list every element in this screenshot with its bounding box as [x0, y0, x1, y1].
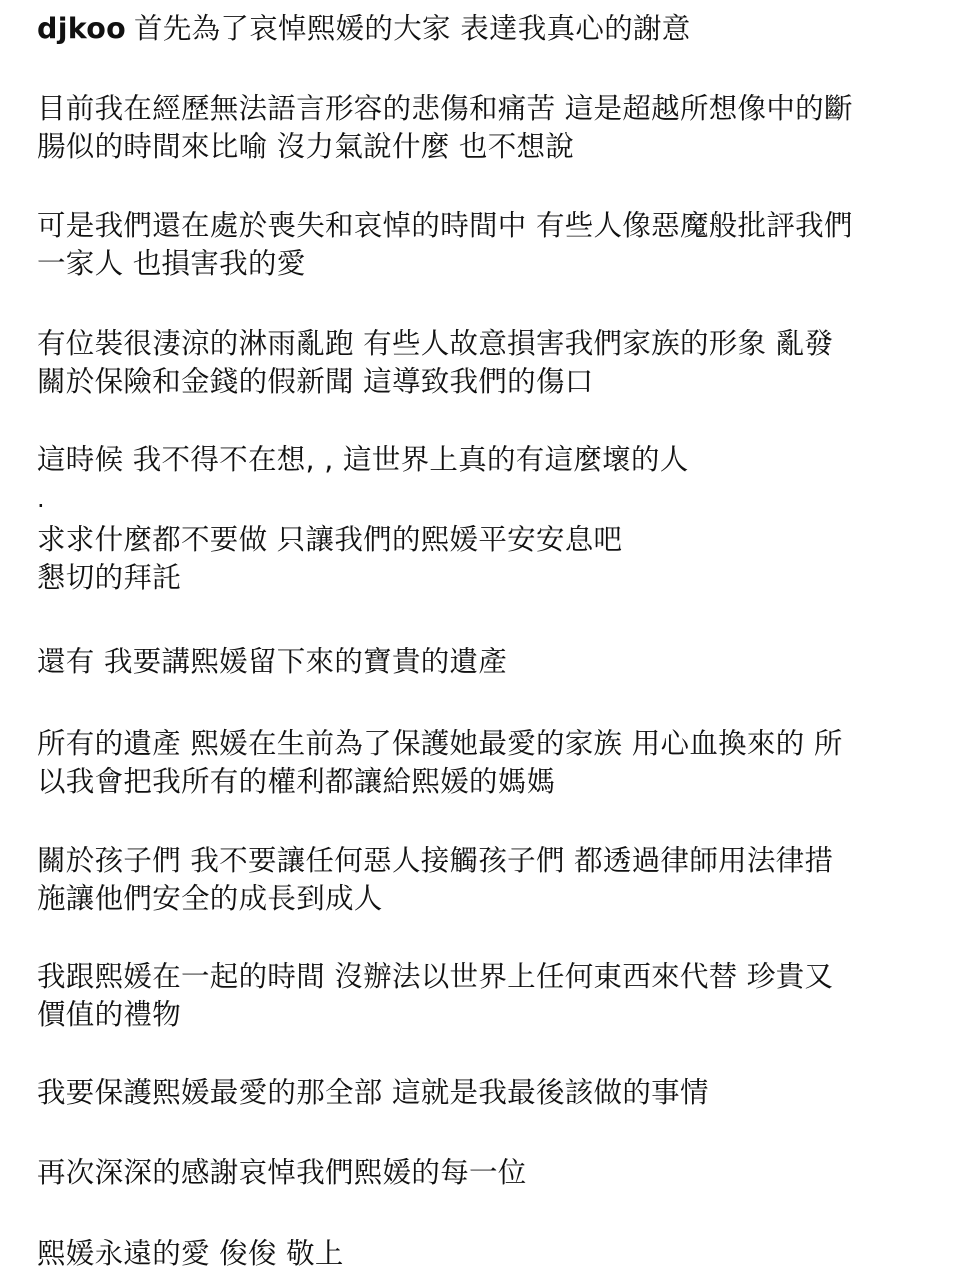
signature-line: 熙媛永遠的愛 俊俊 敬上: [37, 1237, 344, 1270]
paragraph-line: 關於保險和金錢的假新聞 這導致我們的傷口: [37, 365, 594, 398]
paragraph-2: [37, 207, 853, 283]
caption-text: 首先為了哀悼熙媛的大家 表達我真心的謝意: [134, 12, 691, 45]
paragraph-line: 我要保護熙媛最愛的那全部 這就是我最後該做的事情: [37, 1076, 709, 1109]
paragraph-8: [37, 842, 833, 918]
paragraph-signature: [37, 1235, 344, 1273]
paragraph-3: [37, 325, 833, 401]
paragraph-line: 這時候 我不得不在想, , 這世界上真的有這麼壞的人: [37, 443, 689, 476]
separator-dot: .: [37, 485, 45, 513]
username-link[interactable]: djkoo: [37, 12, 127, 45]
paragraph-10: [37, 1074, 709, 1112]
paragraph-line: 一家人 也損害我的愛: [37, 247, 306, 280]
paragraph-line: 我跟熙媛在一起的時間 沒辦法以世界上任何東西來代替 珍貴又: [37, 960, 834, 993]
paragraph-6: [37, 643, 507, 681]
paragraph-line: 懇切的拜託: [37, 561, 182, 594]
paragraph-line: 關於孩子們 我不要讓任何惡人接觸孩子們 都透過律師用法律措: [37, 844, 834, 877]
caption-first-line: [37, 10, 691, 48]
paragraph-line: 腸似的時間來比喻 沒力氣說什麼 也不想說: [37, 130, 575, 163]
paragraph-9: [37, 958, 833, 1034]
paragraph-line: 有位裝很淒涼的淋雨亂跑 有些人故意損害我們家族的形象 亂發: [37, 327, 834, 360]
paragraph-line: 還有 我要講熙媛留下來的寶貴的遺產: [37, 645, 508, 678]
paragraph-line: 可是我們還在處於喪失和哀悼的時間中 有些人像惡魔般批評我們: [37, 209, 853, 242]
paragraph-1: [37, 90, 853, 166]
paragraph-11: [37, 1154, 527, 1192]
paragraph-line: 求求什麼都不要做 只讓我們的熙媛平安安息吧: [37, 523, 623, 556]
paragraph-line: 所有的遺產 熙媛在生前為了保護她最愛的家族 用心血換來的 所: [37, 727, 843, 760]
paragraph-line: 再次深深的感謝哀悼我們熙媛的每一位: [37, 1156, 527, 1189]
paragraph-line: 目前我在經歷無法語言形容的悲傷和痛苦 這是超越所想像中的斷: [37, 92, 853, 125]
paragraph-line: 價值的禮物: [37, 998, 182, 1031]
paragraph-4: [37, 441, 689, 479]
paragraph-line: 施讓他們安全的成長到成人: [37, 882, 383, 915]
paragraph-7: [37, 725, 843, 801]
paragraph-line: 以我會把我所有的權利都讓給熙媛的媽媽: [37, 765, 556, 798]
paragraph-5: [37, 521, 622, 597]
